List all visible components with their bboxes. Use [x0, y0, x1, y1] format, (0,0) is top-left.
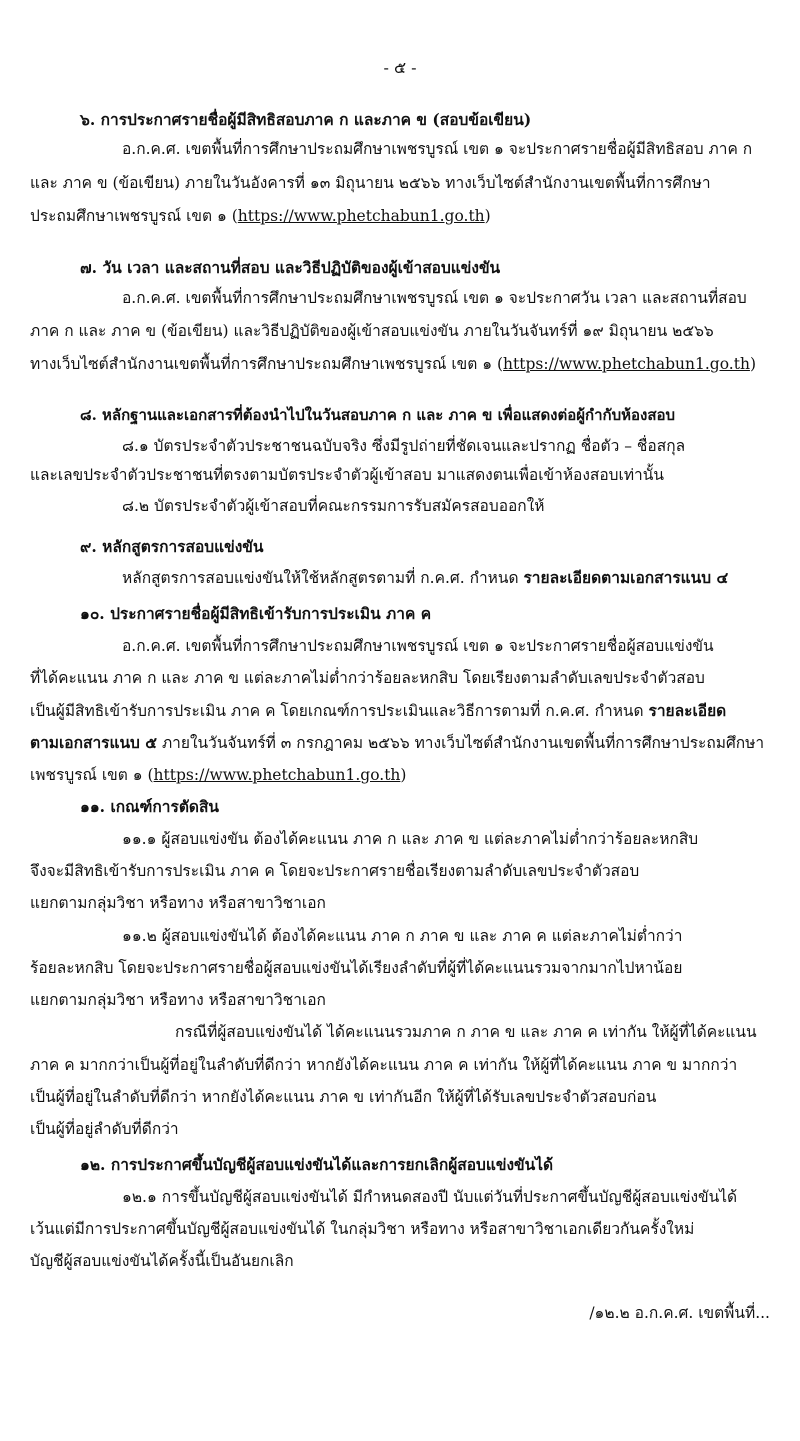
section-10-url-link[interactable]: https://www.phetchabun1.go.th	[153, 766, 401, 784]
section-12-line-3: บัญชีผู้สอบแข่งขันได้ครั้งนี้เป็นอันยกเลิก	[30, 1252, 294, 1270]
section-6-line-1: อ.ก.ค.ศ. เขตพื้นที่การศึกษาประถมศึกษาเพชรบูรณ์ เขต ๑ จะประกาศรายชื่อผู้มีสิทธิสอบ ภาค ก	[122, 140, 753, 158]
section-11-tie-line-2: ภาค ค มากกว่าเป็นผู้ที่อยู่ในลำดับที่ดีกว่า หากยังได้คะแนน ภาค ค เท่ากัน ให้ผู้ที่ได้คะแนน ภาค ข มากกว่า	[30, 1056, 738, 1074]
section-8-heading: ๘. หลักฐานและเอกสารที่ต้องนำไปในวันสอบภาค ก และ ภาค ข เพื่อแสดงต่อผู้กำกับห้องสอบ	[80, 406, 676, 424]
section-7-line-3-text: ทางเว็บไซต์สำนักงานเขตพื้นที่การศึกษาประถมศึกษาเพชรบูรณ์ เขต ๑ (	[30, 355, 504, 373]
section-8-line-2: และเลขประจำตัวประชาชนที่ตรงตามบัตรประจำตัวผู้เข้าสอบ มาแสดงตนเพื่อเข้าห้องสอบเท่านั้น	[30, 466, 664, 484]
section-11-2-line-1: ๑๑.๒ ผู้สอบแข่งขันได้ ต้องได้คะแนน ภาค ก ภาค ข และ ภาค ค แต่ละภาคไม่ต่ำกว่า	[122, 927, 683, 945]
section-9-line-1-text: หลักสูตรการสอบแข่งขันให้ใช้หลักสูตรตามที่ ก.ค.ศ. กำหนด	[122, 569, 524, 587]
section-7-line-3	[30, 354, 756, 374]
section-12-line-1: ๑๒.๑ การขึ้นบัญชีผู้สอบแข่งขันได้ มีกำหนดสองปี นับแต่วันที่ประกาศขึ้นบัญชีผู้สอบแข่งขันได้	[122, 1188, 738, 1206]
section-6-line-3-text: ประถมศึกษาเพชรบูรณ์ เขต ๑ (	[30, 207, 238, 225]
section-10-line-4	[30, 733, 764, 753]
section-10-line-2: ที่ได้คะแนน ภาค ก และ ภาค ข แต่ละภาคไม่ต่ำกว่าร้อยละหกสิบ โดยเรียงตามลำดับเลขประจำตัวสอบ	[30, 669, 705, 687]
section-10-attachment-ref: ตามเอกสารแนบ ๕	[30, 733, 158, 752]
section-8-line-3: ๘.๒ บัตรประจำตัวผู้เข้าสอบที่คณะกรรมการรับสมัครสอบออกให้	[122, 497, 545, 515]
section-10-line-5-text: เพชรบูรณ์ เขต ๑ (	[30, 766, 154, 784]
section-6-url-link[interactable]: https://www.phetchabun1.go.th	[237, 207, 485, 225]
section-11-1-line-3: แยกตามกลุ่มวิชา หรือทาง หรือสาขาวิชาเอก	[30, 894, 326, 912]
section-11-tie-line-4: เป็นผู้ที่อยู่ลำดับที่ดีกว่า	[30, 1120, 179, 1138]
section-10-line-3	[30, 701, 726, 721]
continuation-note: /๑๒.๒ อ.ก.ค.ศ. เขตพื้นที่...	[589, 1304, 770, 1322]
section-7-heading: ๗. วัน เวลา และสถานที่สอบ และวิธีปฏิบัติของผู้เข้าสอบแข่งขัน	[80, 258, 501, 277]
section-7-line-1: อ.ก.ค.ศ. เขตพื้นที่การศึกษาประถมศึกษาเพชรบูรณ์ เขต ๑ จะประกาศวัน เวลา และสถานที่สอบ	[122, 289, 747, 307]
section-10-heading: ๑๐. ประกาศรายชื่อผู้มีสิทธิเข้ารับการประเมิน ภาค ค	[80, 604, 432, 623]
section-7-url-link[interactable]: https://www.phetchabun1.go.th	[503, 355, 750, 373]
section-9-attachment-ref: รายละเอียดตามเอกสารแนบ ๔	[523, 568, 729, 587]
section-6-line-2: และ ภาค ข (ข้อเขียน) ภายในวันอังคารที่ ๑๓ มิถุนายน ๒๕๖๖ ทางเว็บไซต์สำนักงานเขตพื้นที่การศึกษา	[30, 174, 711, 192]
section-10-line-5-close: )	[400, 766, 407, 784]
section-11-2-line-3: แยกตามกลุ่มวิชา หรือทาง หรือสาขาวิชาเอก	[30, 991, 326, 1009]
section-10-line-1: อ.ก.ค.ศ. เขตพื้นที่การศึกษาประถมศึกษาเพชรบูรณ์ เขต ๑ จะประกาศรายชื่อผู้สอบแข่งขัน	[122, 637, 714, 655]
section-6-line-3-close: )	[484, 207, 491, 225]
section-7-line-2: ภาค ก และ ภาค ข (ข้อเขียน) และวิธีปฏิบัติของผู้เข้าสอบแข่งขัน ภายในวันจันทร์ที่ ๑๙ มิถุนายน ๒๕๖๖	[30, 322, 714, 340]
section-11-tie-line-3: เป็นผู้ที่อยู่ในลำดับที่ดีกว่า หากยังได้คะแนน ภาค ข เท่ากันอีก ให้ผู้ที่ได้รับเลขประจำตัวสอบก่อน	[30, 1088, 657, 1106]
section-9-line-1	[122, 568, 728, 588]
section-9-heading: ๙. หลักสูตรการสอบแข่งขัน	[80, 537, 264, 556]
section-6-heading: ๖. การประกาศรายชื่อผู้มีสิทธิสอบภาค ก และภาค ข (สอบข้อเขียน)	[80, 110, 532, 129]
section-11-1-line-2: จึงจะมีสิทธิเข้ารับการประเมิน ภาค ค โดยจะประกาศรายชื่อเรียงตามลำดับเลขประจำตัวสอบ	[30, 862, 640, 880]
section-10-detail-bold: รายละเอียด	[648, 701, 727, 720]
section-8-line-1: ๘.๑ บัตรประจำตัวประชาชนฉบับจริง ซึ่งมีรูปถ่ายที่ชัดเจนและปรากฏ ชื่อตัว – ชื่อสกุล	[122, 437, 686, 455]
section-10-line-4-text: ภายในวันจันทร์ที่ ๓ กรกฎาคม ๒๕๖๖ ทางเว็บไซต์สำนักงานเขตพื้นที่การศึกษาประถมศึกษา	[157, 734, 765, 752]
section-11-2-line-2: ร้อยละหกสิบ โดยจะประกาศรายชื่อผู้สอบแข่งขันได้เรียงลำดับที่ผู้ที่ได้คะแนนรวมจากมากไปหาน้อย	[30, 959, 683, 977]
section-7-line-3-close: )	[749, 355, 756, 373]
section-6-line-3	[30, 206, 491, 226]
section-11-tie-line-1: กรณีที่ผู้สอบแข่งขันได้ ได้คะแนนรวมภาค ก ภาค ข และ ภาค ค เท่ากัน ให้ผู้ที่ได้คะแนน	[175, 1023, 757, 1041]
section-10-line-3-text: เป็นผู้มีสิทธิเข้ารับการประเมิน ภาค ค โดยเกณฑ์การประเมินและวิธีการตามที่ ก.ค.ศ. กำหนด	[30, 702, 649, 720]
section-12-heading: ๑๒. การประกาศขึ้นบัญชีผู้สอบแข่งขันได้และการยกเลิกผู้สอบแข่งขันได้	[80, 1155, 554, 1174]
page-number: - ๕ -	[383, 58, 417, 77]
section-12-line-2: เว้นแต่มีการประกาศขึ้นบัญชีผู้สอบแข่งขันได้ ในกลุ่มวิชา หรือทาง หรือสาขาวิชาเอกเดียวกันครั้งใหม่	[30, 1220, 695, 1238]
section-11-heading: ๑๑. เกณฑ์การตัดสิน	[80, 797, 220, 816]
section-11-1-line-1: ๑๑.๑ ผู้สอบแข่งขัน ต้องได้คะแนน ภาค ก และ ภาค ข แต่ละภาคไม่ต่ำกว่าร้อยละหกสิบ	[122, 830, 699, 848]
section-10-line-5	[30, 765, 406, 785]
